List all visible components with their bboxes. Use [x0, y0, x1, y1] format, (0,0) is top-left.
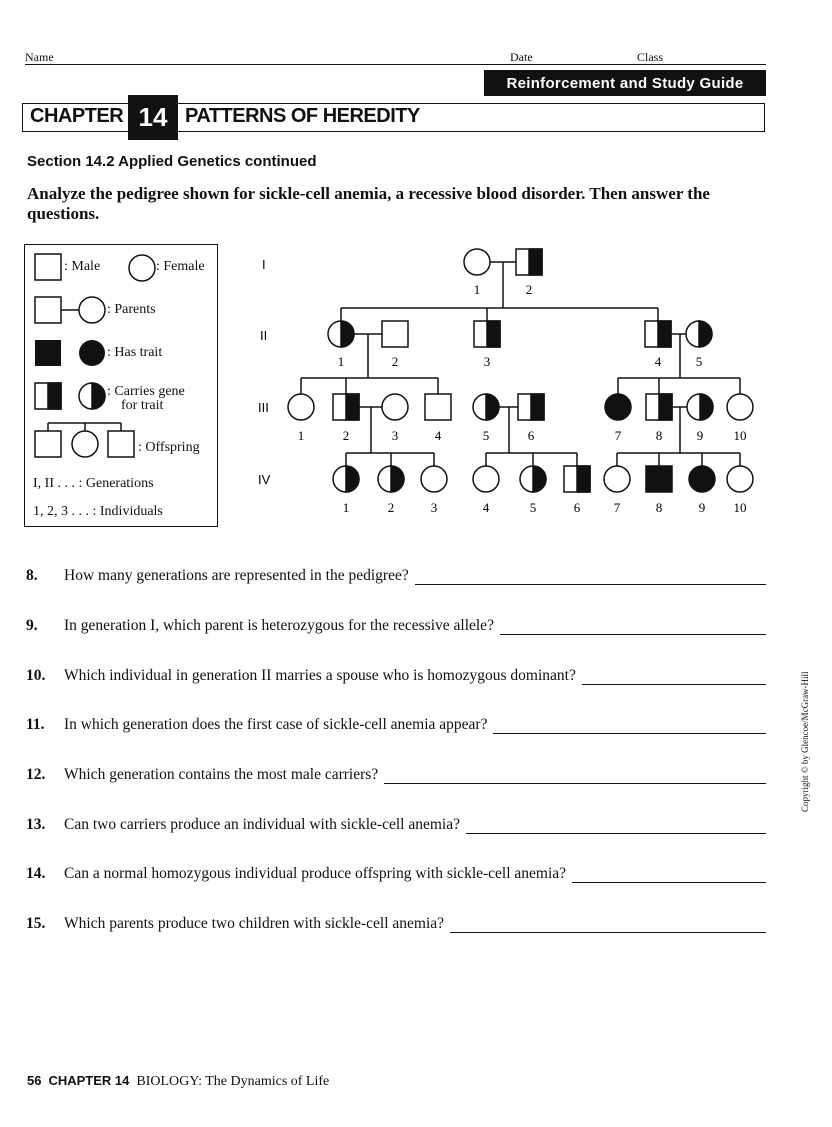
question-text: Can a normal homozygous individual produce offspring with sickle-cell anemia? [64, 865, 567, 882]
legend-has-trait: : Has trait [107, 345, 163, 360]
gen3-num-3: 3 [391, 428, 399, 443]
gen3-num-8: 8 [655, 428, 663, 443]
gen4-num-1: 1 [342, 500, 350, 515]
question-8 [26, 567, 409, 585]
parent-female-symbol [79, 297, 105, 323]
pedigree-legend [24, 244, 218, 527]
gen3-ind-5-carrier-fill [486, 394, 499, 420]
answer-line-13[interactable] [466, 833, 766, 834]
legend-individuals: 1, 2, 3 . . . : Individuals [33, 504, 163, 519]
male-symbol [35, 254, 61, 280]
question-number: 13. [26, 816, 46, 833]
gen3-num-9: 9 [696, 428, 704, 443]
gen4-num-10: 10 [733, 500, 747, 515]
gen4-num-6: 6 [573, 500, 581, 515]
question-15 [26, 915, 444, 933]
pedigree-chart [250, 238, 770, 523]
gen1-ind-1 [464, 249, 490, 275]
gen4-ind-10 [727, 466, 753, 492]
gen3-ind-3 [382, 394, 408, 420]
question-number: 15. [26, 915, 46, 932]
gen3-ind-4 [425, 394, 451, 420]
section-heading: Section 14.2 Applied Genetics continued [27, 153, 317, 170]
legend-female: : Female [156, 259, 205, 274]
offspring-male-symbol-2 [108, 431, 134, 457]
gen1-num-1: 1 [473, 282, 481, 297]
affected-female-symbol [79, 340, 105, 366]
gen2-ind-4-carrier-fill [658, 321, 671, 347]
gen-label-3: III [258, 400, 269, 415]
class-label: Class [637, 50, 664, 64]
study-guide-banner: Reinforcement and Study Guide [484, 70, 766, 96]
gen4-num-3: 3 [430, 500, 438, 515]
gen4-ind-5-carrier-fill [533, 466, 546, 492]
question-text: Which individual in generation II marries a spouse who is homozygous dominant? [64, 667, 576, 684]
legend-carries-line1: : Carries gene [107, 384, 185, 399]
gen3-num-7: 7 [614, 428, 622, 443]
legend-generations: I, II . . . : Generations [33, 476, 154, 491]
carrier-male-fill [48, 383, 61, 409]
gen-label-1: I [262, 257, 266, 272]
gen3-num-6: 6 [527, 428, 535, 443]
question-text: In which generation does the first case of sickle-cell anemia appear? [64, 716, 488, 733]
legend-carries [107, 385, 185, 413]
gen2-num-2: 2 [391, 354, 399, 369]
gen3-num-4: 4 [434, 428, 442, 443]
offspring-male-symbol [35, 431, 61, 457]
gen2-num-4: 4 [654, 354, 662, 369]
legend-parents: : Parents [107, 302, 156, 317]
question-9 [26, 617, 494, 635]
female-symbol [129, 255, 155, 281]
gen3-num-2: 2 [342, 428, 350, 443]
copyright-notice: Copyright © by Glencoe/McGraw-Hill [800, 671, 810, 812]
answer-line-11[interactable] [493, 733, 766, 734]
gen3-ind-2-carrier-fill [346, 394, 359, 420]
question-text: How many generations are represented in the pedigree? [64, 567, 409, 584]
chapter-title: PATTERNS OF HEREDITY [185, 105, 420, 127]
gen4-ind-3 [421, 466, 447, 492]
pedigree-lines [301, 262, 740, 466]
instructions: Analyze the pedigree shown for sickle-cell anemia, a recessive blood disorder. Then answer the questions. [27, 184, 710, 223]
gen4-ind-8 [646, 466, 672, 492]
gen4-ind-2-carrier-fill [391, 466, 404, 492]
answer-line-15[interactable] [450, 932, 766, 933]
book-title: BIOLOGY: The Dynamics of Life [136, 1074, 330, 1089]
gen1-ind-2-carrier-fill [529, 249, 542, 275]
page-number: 56 [27, 1073, 42, 1088]
gen4-num-7: 7 [613, 500, 621, 515]
question-text: In generation I, which parent is heterozygous for the recessive allele? [64, 617, 494, 634]
chapter-number: 14 [128, 95, 178, 140]
gen4-ind-9 [689, 466, 715, 492]
gen2-ind-5-carrier-fill [699, 321, 712, 347]
gen4-num-5: 5 [529, 500, 537, 515]
gen3-ind-9-carrier-fill [700, 394, 713, 420]
chapter-word: CHAPTER [30, 105, 124, 127]
gen-label-4: IV [258, 472, 271, 487]
question-text: Can two carriers produce an individual with sickle-cell anemia? [64, 816, 460, 833]
gen4-num-2: 2 [387, 500, 395, 515]
gen2-num-1: 1 [337, 354, 345, 369]
gen3-ind-7 [605, 394, 631, 420]
gen4-ind-6-carrier-fill [577, 466, 590, 492]
answer-line-12[interactable] [384, 783, 766, 784]
question-text: Which parents produce two children with sickle-cell anemia? [64, 915, 445, 932]
gen2-num-3: 3 [483, 354, 491, 369]
gen-label-2: II [260, 328, 268, 343]
question-13 [26, 816, 460, 834]
gen4-num-9: 9 [698, 500, 706, 515]
question-10 [26, 667, 576, 685]
legend-male: : Male [64, 259, 101, 274]
gen2-ind-3-carrier-fill [487, 321, 500, 347]
legend-carries-line2: for trait [121, 398, 164, 413]
gen3-ind-6-carrier-fill [531, 394, 544, 420]
answer-line-9[interactable] [500, 634, 766, 635]
answer-line-8[interactable] [415, 584, 766, 585]
question-number: 8. [26, 567, 38, 584]
gen3-ind-8-carrier-fill [659, 394, 672, 420]
gen2-ind-1-carrier-fill [341, 321, 354, 347]
gen3-ind-10 [727, 394, 753, 420]
question-number: 10. [26, 667, 46, 684]
legend-offspring: : Offspring [138, 440, 200, 455]
question-number: 14. [26, 865, 46, 882]
gen3-num-10: 10 [733, 428, 747, 443]
header-rule [25, 64, 766, 65]
gen4-num-4: 4 [482, 500, 490, 515]
parent-male-symbol [35, 297, 61, 323]
offspring-female-symbol [72, 431, 98, 457]
gen4-ind-1-carrier-fill [346, 466, 359, 492]
gen1-num-2: 2 [525, 282, 533, 297]
question-12 [26, 766, 378, 784]
date-label: Date [510, 50, 533, 64]
gen4-num-8: 8 [655, 500, 663, 515]
question-number: 12. [26, 766, 46, 783]
question-number: 9. [26, 617, 38, 634]
answer-line-14[interactable] [572, 882, 766, 883]
affected-male-symbol [35, 340, 61, 366]
answer-line-10[interactable] [582, 684, 766, 685]
gen2-ind-2 [382, 321, 408, 347]
gen3-num-5: 5 [482, 428, 490, 443]
gen3-ind-1 [288, 394, 314, 420]
question-number: 11. [26, 716, 45, 733]
question-text: Which generation contains the most male carriers? [64, 766, 379, 783]
name-label: Name [25, 50, 54, 64]
question-14 [26, 865, 566, 883]
gen4-ind-7 [604, 466, 630, 492]
gen3-num-1: 1 [297, 428, 305, 443]
gen4-ind-4 [473, 466, 499, 492]
page-footer [27, 1073, 329, 1090]
pedigree-individuals [288, 249, 753, 492]
carrier-female-fill [92, 383, 105, 409]
gen2-num-5: 5 [695, 354, 703, 369]
footer-chapter: CHAPTER 14 [48, 1073, 130, 1088]
question-11 [26, 716, 487, 734]
